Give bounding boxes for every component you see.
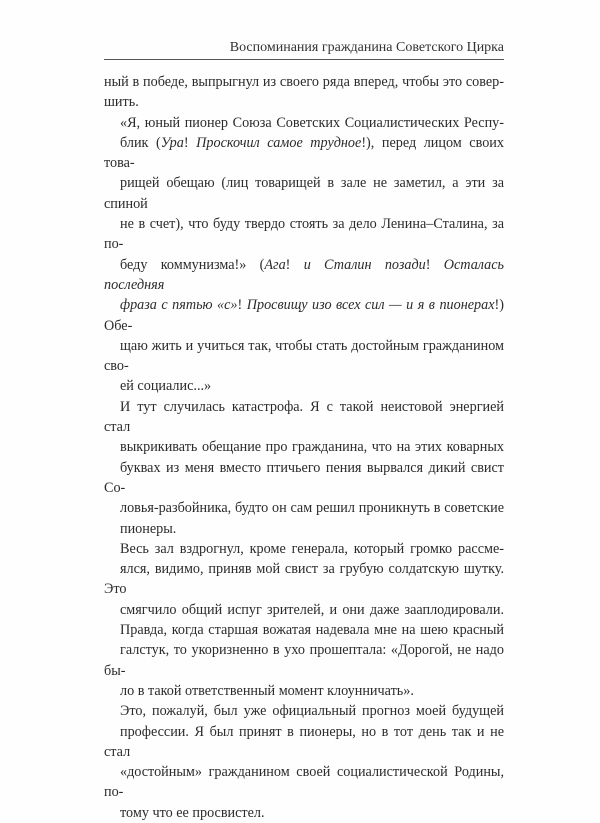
- text-line: «достойным» гражданином своей социалистической Родины, по-: [104, 764, 504, 801]
- text-line: «Я, юный пионер Союза Советских Социалистических Респу-: [120, 114, 504, 131]
- paragraph-2: [104, 113, 504, 397]
- text-line: галстук, то укоризненно в ухо прошептала: «Дорогой, не надо бы-: [104, 642, 504, 679]
- text-line: ловья-разбойника, будто он сам решил проникнуть в советские: [120, 500, 504, 517]
- text-line: шить.: [104, 94, 139, 111]
- text-line: профессии. Я был принят в пионеры, но в тот день так и не стал: [104, 723, 504, 760]
- text-line: беду коммунизма!» (Ага! и Сталин позади! Осталась последняя: [104, 256, 505, 293]
- text-line: ло в такой ответственный момент клоунничать».: [120, 682, 414, 699]
- text-line: буквах из меня вместо птичьего пения вырвался дикий свист Со-: [104, 459, 504, 496]
- text-line: рищей обещаю (лиц товарищей в зале не заметил, а эти за спиной: [104, 175, 504, 212]
- text-line: Весь зал вздрогнул, кроме генерала, который громко рассме-: [120, 540, 504, 557]
- text-line: И тут случилась катастрофа. Я с такой неистовой энергией стал: [104, 398, 504, 436]
- text-line: выкрикивать обещание про гражданина, что на этих коварных: [120, 439, 504, 456]
- paragraph-4: [104, 539, 504, 701]
- header-rule: [104, 59, 504, 60]
- text-line: фраза с пятью «с»! Просвищу изо всех сил — и я в пионерах!) Обе-: [104, 297, 504, 334]
- body-text: [104, 72, 504, 823]
- text-line: щаю жить и учиться так, чтобы стать достойным гражданином сво-: [104, 337, 504, 375]
- text-line: Это, пожалуй, был уже официальный прогноз моей будущей: [120, 703, 504, 720]
- text-line: тому что ее просвистел.: [120, 804, 265, 821]
- text-line: ей социалис...»: [120, 378, 212, 395]
- running-header: Воспоминания гражданина Советского Цирка: [229, 40, 504, 55]
- text-line: не в счет), что буду твердо стоять за дело Ленина–Сталина, за по-: [104, 216, 504, 253]
- paragraph-1: [104, 72, 504, 113]
- text-line: ный в победе, выпрыгнул из своего ряда вперед, чтобы это совер-: [104, 74, 504, 90]
- text-line: блик (Ура! Проскочил самое трудное!), перед лицом своих това-: [104, 134, 504, 172]
- text-line: пионеры.: [120, 520, 177, 537]
- text-line: смягчило общий испуг зрителей, и они даже зааплодировали.: [120, 601, 504, 618]
- paragraph-3: [104, 397, 504, 539]
- text-line: Правда, когда старшая вожатая надевала мне на шею красный: [120, 622, 504, 639]
- paragraph-5: [104, 701, 504, 823]
- text-line: ялся, видимо, приняв мой свист за грубую солдатскую шутку. Это: [104, 561, 504, 598]
